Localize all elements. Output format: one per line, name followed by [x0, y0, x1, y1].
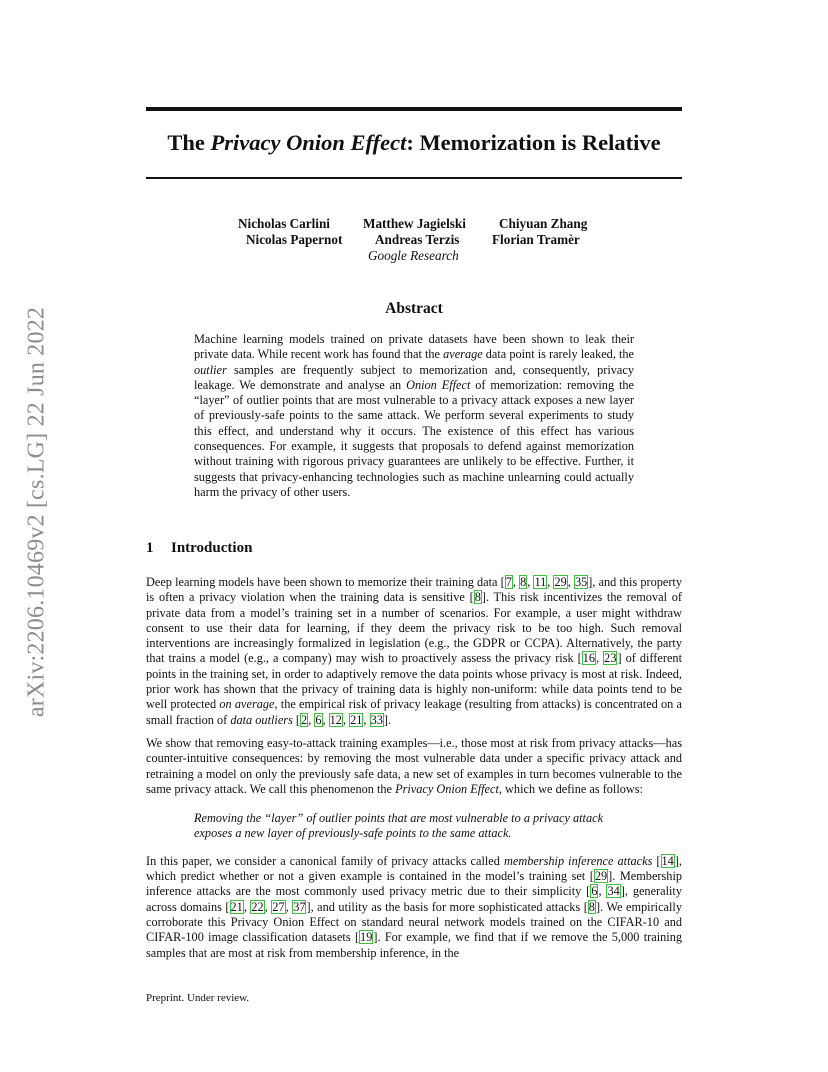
- citation-link[interactable]: 21: [350, 712, 363, 727]
- citation-link[interactable]: 29: [594, 869, 608, 884]
- text-run: ], generality across domains [: [146, 884, 682, 914]
- definition-quote: [194, 811, 634, 842]
- text-run: ]. Membership inference attacks are the most commonly used privacy metric due to their simplicity [: [146, 869, 683, 899]
- citation-link[interactable]: 8: [474, 590, 481, 605]
- paper-title: [146, 130, 682, 156]
- emphasis-text: average: [443, 347, 483, 362]
- text-run: ,: [527, 575, 534, 589]
- title-part1: The: [167, 130, 211, 155]
- arxiv-sidebar: [14, 292, 60, 732]
- citation-link[interactable]: 22: [251, 899, 264, 914]
- author-name: Nicholas Carlini: [238, 216, 330, 231]
- text-run: ]. We empirically corroborate this Privacy Onion Effect on standard neural network models trained on the CIFAR-10 and CIFAR-100 image classification datasets [: [146, 899, 682, 945]
- section-title: Introduction: [171, 540, 253, 556]
- title-rule-top: [146, 107, 682, 111]
- citation-link[interactable]: 16: [582, 651, 596, 666]
- author-name: Nicolas Papernot: [246, 232, 343, 247]
- citation-link[interactable]: 27: [272, 899, 285, 914]
- text-run: ,: [322, 712, 329, 727]
- citation-link[interactable]: 19: [360, 930, 373, 945]
- citation-link[interactable]: 23: [604, 651, 617, 666]
- title-rule-bottom: [146, 177, 682, 179]
- author-name: Chiyuan Zhang: [499, 216, 588, 231]
- citation-link[interactable]: 33: [370, 712, 383, 727]
- emphasis-text: membership inference attacks: [503, 853, 653, 868]
- paragraph: [146, 854, 682, 961]
- text-run: ,: [285, 899, 293, 914]
- text-run: In this paper, we consider a canonical family of privacy attacks called: [146, 853, 504, 868]
- text-run: ].: [383, 712, 392, 727]
- text-run: ,: [264, 899, 272, 914]
- citation-link[interactable]: 21: [230, 899, 243, 914]
- text-run: ] of different points in the training set, in order to adaptively remove the data points whose privacy is most at risk. Indeed, prior work has shown that the privacy of training data is highly non-uniform: while data points tend to be well protected: [146, 651, 682, 712]
- text-run: Removing the “layer” of outlier points that are most vulnerable to a privacy attack exposes a new layer of previously-safe points to the same attack.: [194, 811, 604, 841]
- citation-link[interactable]: 35: [574, 575, 588, 589]
- text-run: Deep learning models have been shown to memorize their training data [: [146, 575, 505, 589]
- text-run: , which we define as follows:: [498, 781, 644, 796]
- citation-link[interactable]: 6: [315, 712, 322, 727]
- text-run: ,: [243, 899, 251, 914]
- text-run: ,: [547, 575, 554, 589]
- text-run: [: [652, 853, 661, 868]
- author-name: Florian Tramèr: [492, 232, 580, 247]
- emphasis-text: Privacy Onion Effect: [395, 781, 499, 796]
- arxiv-identifier: arXiv:2206.10469v2 [cs.LG] 22 Jun 2022: [23, 306, 50, 718]
- paragraph: [146, 736, 682, 797]
- text-run: of memorization: removing the “layer” of outlier points that are most vulnerable to a privacy attack exposes a new layer of previously-safe points to the same attack. We perform several experiments to study this effect, and understand why it occurs. The existence of this effect has various consequences. For example, it suggests that proposals to defend against memorization without training with rigorous privacy guarantees are unlikely to be effective. Further, it suggests that privacy-enhancing technologies such as machine unlearning could actually harm the privacy of other users.: [194, 377, 634, 499]
- citation-link[interactable]: 2: [301, 712, 308, 727]
- text-run: ,: [567, 575, 574, 589]
- abstract-heading: Abstract: [385, 300, 443, 317]
- citation-link[interactable]: 14: [661, 853, 674, 868]
- title-italic: Privacy Onion Effect: [210, 130, 407, 155]
- author-name: Matthew Jagielski: [363, 216, 466, 231]
- abstract-text: [194, 332, 634, 500]
- citation-link[interactable]: 6: [591, 884, 598, 899]
- emphasis-text: outlier: [194, 362, 227, 377]
- footer-note: Preprint. Under review.: [146, 992, 250, 1004]
- citation-link[interactable]: 34: [607, 884, 620, 899]
- text-run: data point is rarely leaked, the: [482, 347, 634, 362]
- text-run: ,: [342, 712, 350, 727]
- citation-link[interactable]: 8: [588, 899, 595, 914]
- text-run: We show that removing easy-to-attack training examples—i.e., those most at risk from privacy attacks—has counter-intuitive consequences: by removing the most vulnerable data under a specific privacy attack and retraining a model on only the previously safe data, a new set of examples in turn becomes vulnerable to the same privacy attack. We call this phenomenon the: [146, 735, 682, 796]
- text-run: ], and this property is often a privacy violation when the training data is sensitive [: [146, 575, 682, 605]
- author-name: Andreas Terzis: [375, 232, 460, 247]
- citation-link[interactable]: 7: [505, 575, 512, 589]
- affiliation: Google Research: [368, 248, 459, 263]
- section-number: 1: [146, 540, 154, 556]
- title-part2: : Memorization is Relative: [406, 130, 661, 155]
- text-run: [: [292, 712, 301, 727]
- text-run: ]. For example, we find that if we remove the 5,000 training samples that are most at risk from membership inference, in the: [146, 930, 682, 960]
- text-run: ]. This risk incentivizes the removal of private data from a model’s training set in a number of scenarios. For example, a user might withdraw consent to use their data for learning, if they deem the privacy risk to be too high. Such removal interventions are increasingly formalized in legislation (e.g., the GDPR or CCPA). Alternatively, the party that trains a model (e.g., a company) may wish to proactively assess the privacy risk [: [146, 590, 682, 666]
- text-run: ,: [596, 651, 604, 666]
- citation-link[interactable]: 8: [520, 575, 527, 589]
- text-run: samples are frequently subject to memorization and, consequently, privacy leakage. We demonstrate and analyse an: [194, 362, 634, 392]
- paragraph: [146, 575, 682, 728]
- introduction-body: [146, 575, 682, 969]
- text-run: ,: [363, 712, 370, 727]
- text-run: ,: [308, 712, 315, 727]
- text-run: ], and utility as the basis for more sophisticated attacks [: [306, 899, 588, 914]
- text-run: , the empirical risk of privacy leakage (resulting from attacks) is concentrated on a small fraction of: [146, 697, 682, 727]
- emphasis-text: Onion Effect: [406, 377, 471, 392]
- emphasis-text: on average: [219, 697, 275, 712]
- citation-link[interactable]: 29: [554, 575, 567, 589]
- text-run: ,: [512, 575, 520, 589]
- citation-link[interactable]: 11: [534, 575, 547, 589]
- text-run: ,: [598, 884, 607, 899]
- section-heading: [146, 540, 252, 557]
- citation-link[interactable]: 37: [293, 899, 306, 914]
- text-run: ], which predict whether or not a given example is contained in the model’s training set [: [146, 853, 682, 884]
- text-run: Machine learning models trained on private datasets have been shown to leak their private data. While recent work has found that the: [194, 332, 634, 362]
- emphasis-text: data outliers: [230, 712, 293, 727]
- citation-link[interactable]: 12: [329, 712, 342, 727]
